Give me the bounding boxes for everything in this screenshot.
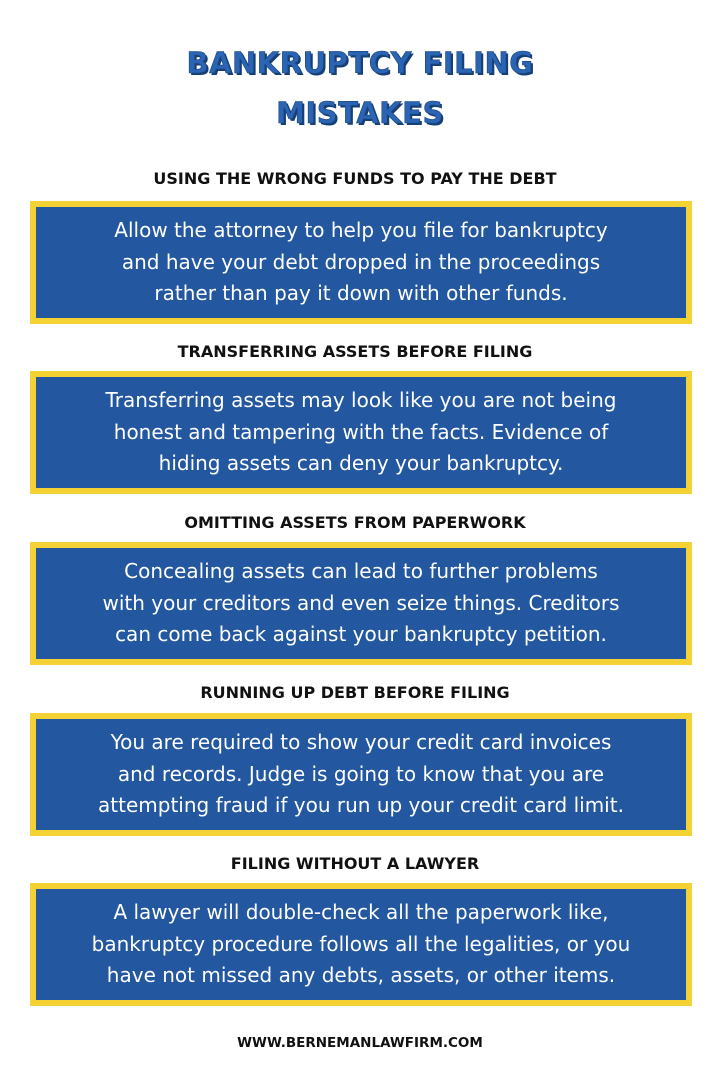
page-title-line-2: MISTAKES xyxy=(276,96,444,130)
info-card-wrong-funds xyxy=(30,201,692,324)
info-card-line: Transferring assets may look like you are not being xyxy=(105,388,617,413)
info-card-line: have not missed any debts, assets, or other items. xyxy=(106,963,616,988)
section-heading-omitting-assets: OMITTING ASSETS FROM PAPERWORK xyxy=(184,513,526,532)
page-title-line-1: BANKRUPTCY FILING xyxy=(186,46,534,80)
info-card-line: honest and tampering with the facts. Evidence of xyxy=(113,419,609,444)
website-url-link[interactable]: WWW.BERNEMANLAWFIRM.COM xyxy=(237,1035,483,1051)
page-title xyxy=(0,38,720,138)
info-card-line: rather than pay it down with other funds. xyxy=(154,281,568,306)
info-card-line: with your creditors and even seize things. Creditors xyxy=(102,590,620,615)
info-card-running-up-debt xyxy=(30,713,692,836)
info-card-line: can come back against your bankruptcy petition. xyxy=(115,622,607,647)
section-heading-running-up-debt: RUNNING UP DEBT BEFORE FILING xyxy=(200,683,510,702)
info-card-without-lawyer xyxy=(30,883,692,1006)
info-card-text xyxy=(106,215,615,310)
section-heading-without-lawyer: FILING WITHOUT A LAWYER xyxy=(230,854,480,873)
info-card-text xyxy=(98,385,625,480)
info-card-text xyxy=(84,897,639,992)
info-card-text xyxy=(90,727,632,822)
info-card-line: You are required to show your credit card invoices xyxy=(110,730,612,755)
info-card-line: hiding assets can deny your bankruptcy. xyxy=(158,451,564,476)
info-card-text xyxy=(94,556,627,651)
section-heading-transferring-assets: TRANSFERRING ASSETS BEFORE FILING xyxy=(177,342,533,361)
info-card-transferring-assets xyxy=(30,371,692,494)
info-card-line: and have your debt dropped in the proceedings xyxy=(121,249,601,274)
info-card-line: bankruptcy procedure follows all the legalities, or you xyxy=(91,931,631,956)
section-heading-wrong-funds: USING THE WRONG FUNDS TO PAY THE DEBT xyxy=(153,169,557,188)
info-card-line: and records. Judge is going to know that you are xyxy=(117,761,605,786)
info-card-line: Allow the attorney to help you file for bankruptcy xyxy=(114,218,608,243)
info-card-line: Concealing assets can lead to further problems xyxy=(124,559,598,584)
info-card-line: attempting fraud if you run up your credit card limit. xyxy=(98,793,624,818)
info-card-omitting-assets xyxy=(30,542,692,665)
info-card-line: A lawyer will double-check all the paperwork like, xyxy=(113,900,609,925)
